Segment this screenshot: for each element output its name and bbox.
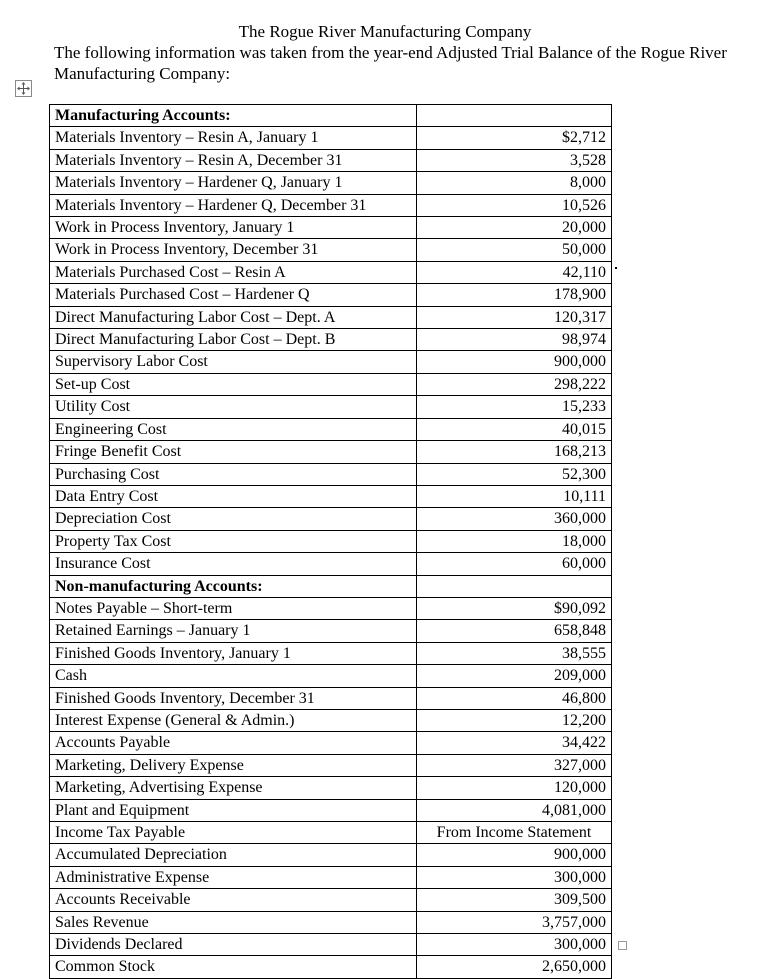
- account-name: Supervisory Labor Cost: [50, 351, 417, 373]
- table-resize-handle[interactable]: [618, 941, 627, 950]
- account-amount: 10,526: [417, 194, 612, 216]
- account-name: Common Stock: [50, 956, 417, 978]
- account-amount: 300,000: [417, 866, 612, 888]
- account-name: Marketing, Advertising Expense: [50, 777, 417, 799]
- account-amount: From Income Statement: [417, 822, 612, 844]
- table-row: [50, 597, 612, 619]
- table-row: [50, 687, 612, 709]
- table-row: [50, 239, 612, 261]
- account-name: Materials Inventory – Hardener Q, December 31: [50, 194, 417, 216]
- table-row: [50, 351, 612, 373]
- account-amount: 4,081,000: [417, 799, 612, 821]
- table-row: [50, 620, 612, 642]
- account-amount: 900,000: [417, 351, 612, 373]
- table-row: [50, 754, 612, 776]
- table-row: [50, 306, 612, 328]
- account-name: Income Tax Payable: [50, 822, 417, 844]
- account-name: Dividends Declared: [50, 934, 417, 956]
- account-amount: 38,555: [417, 642, 612, 664]
- table-row: [50, 149, 612, 171]
- section-header-row: [50, 105, 612, 127]
- account-name: Materials Inventory – Resin A, January 1: [50, 127, 417, 149]
- account-amount: 298,222: [417, 373, 612, 395]
- account-name: Materials Inventory – Resin A, December 31: [50, 149, 417, 171]
- table-row: [50, 441, 612, 463]
- account-amount: 98,974: [417, 329, 612, 351]
- account-amount: 20,000: [417, 217, 612, 239]
- table-row: [50, 463, 612, 485]
- account-name: Materials Inventory – Hardener Q, January 1: [50, 172, 417, 194]
- table-row: [50, 911, 612, 933]
- account-amount: 18,000: [417, 530, 612, 552]
- account-amount: 2,650,000: [417, 956, 612, 978]
- account-amount: 658,848: [417, 620, 612, 642]
- account-name: Plant and Equipment: [50, 799, 417, 821]
- table-row: [50, 396, 612, 418]
- account-name: Accounts Payable: [50, 732, 417, 754]
- table-row: [50, 261, 612, 283]
- account-name: Data Entry Cost: [50, 485, 417, 507]
- account-amount: 15,233: [417, 396, 612, 418]
- section-header: Manufacturing Accounts:: [50, 105, 417, 127]
- account-name: Insurance Cost: [50, 553, 417, 575]
- account-name: Set-up Cost: [50, 373, 417, 395]
- account-amount: 40,015: [417, 418, 612, 440]
- account-name: Purchasing Cost: [50, 463, 417, 485]
- empty-amount-cell: [417, 105, 612, 127]
- table-row: [50, 956, 612, 978]
- account-name: Sales Revenue: [50, 911, 417, 933]
- table-row: [50, 844, 612, 866]
- account-name: Materials Purchased Cost – Resin A: [50, 261, 417, 283]
- account-name: Direct Manufacturing Labor Cost – Dept. A: [50, 306, 417, 328]
- account-amount: 327,000: [417, 754, 612, 776]
- account-name: Notes Payable – Short-term: [50, 597, 417, 619]
- account-amount: 8,000: [417, 172, 612, 194]
- table-row: [50, 777, 612, 799]
- table-row: [50, 194, 612, 216]
- account-amount: 3,757,000: [417, 911, 612, 933]
- table-row: [50, 485, 612, 507]
- account-name: Accumulated Depreciation: [50, 844, 417, 866]
- table-row: [50, 665, 612, 687]
- section-header-row: [50, 575, 612, 597]
- account-amount: 10,111: [417, 485, 612, 507]
- account-amount: 52,300: [417, 463, 612, 485]
- account-name: Cash: [50, 665, 417, 687]
- account-name: Property Tax Cost: [50, 530, 417, 552]
- table-row: [50, 373, 612, 395]
- table-row: [50, 642, 612, 664]
- account-amount: 300,000: [417, 934, 612, 956]
- table-row: [50, 799, 612, 821]
- table-row: [50, 284, 612, 306]
- table-row: [50, 127, 612, 149]
- trial-balance-table: [49, 104, 612, 979]
- account-name: Accounts Receivable: [50, 889, 417, 911]
- cell-dot-mark: [615, 267, 617, 269]
- table-row: [50, 418, 612, 440]
- account-name: Finished Goods Inventory, January 1: [50, 642, 417, 664]
- account-name: Direct Manufacturing Labor Cost – Dept. B: [50, 329, 417, 351]
- table-row: [50, 709, 612, 731]
- account-amount: 209,000: [417, 665, 612, 687]
- table-row: [50, 889, 612, 911]
- empty-amount-cell: [417, 575, 612, 597]
- account-amount: 42,110: [417, 261, 612, 283]
- table-row: [50, 172, 612, 194]
- account-amount: 360,000: [417, 508, 612, 530]
- account-name: Interest Expense (General & Admin.): [50, 709, 417, 731]
- account-amount: $90,092: [417, 597, 612, 619]
- account-name: Work in Process Inventory, December 31: [50, 239, 417, 261]
- table-row: [50, 866, 612, 888]
- account-name: Fringe Benefit Cost: [50, 441, 417, 463]
- table-row: [50, 508, 612, 530]
- account-name: Depreciation Cost: [50, 508, 417, 530]
- account-amount: 60,000: [417, 553, 612, 575]
- account-amount: 168,213: [417, 441, 612, 463]
- table-row: [50, 329, 612, 351]
- account-amount: 178,900: [417, 284, 612, 306]
- account-amount: 34,422: [417, 732, 612, 754]
- account-name: Materials Purchased Cost – Hardener Q: [50, 284, 417, 306]
- table-row: [50, 553, 612, 575]
- table-row: [50, 732, 612, 754]
- account-amount: $2,712: [417, 127, 612, 149]
- account-amount: 120,000: [417, 777, 612, 799]
- table-row: [50, 530, 612, 552]
- account-name: Marketing, Delivery Expense: [50, 754, 417, 776]
- table-move-handle[interactable]: [15, 80, 32, 97]
- account-amount: 309,500: [417, 889, 612, 911]
- account-amount: 12,200: [417, 709, 612, 731]
- account-amount: 120,317: [417, 306, 612, 328]
- account-amount: 3,528: [417, 149, 612, 171]
- account-amount: 50,000: [417, 239, 612, 261]
- account-name: Engineering Cost: [50, 418, 417, 440]
- section-header: Non-manufacturing Accounts:: [50, 575, 417, 597]
- move-arrows-icon: [16, 81, 31, 96]
- account-name: Finished Goods Inventory, December 31: [50, 687, 417, 709]
- account-name: Utility Cost: [50, 396, 417, 418]
- table-row: [50, 822, 612, 844]
- table-row: [50, 934, 612, 956]
- account-name: Retained Earnings – January 1: [50, 620, 417, 642]
- account-amount: 900,000: [417, 844, 612, 866]
- intro-paragraph: The following information was taken from the year-end Adjusted Trial Balance of the Rogue River Manufacturing Company:: [54, 43, 727, 83]
- account-amount: 46,800: [417, 687, 612, 709]
- document-title: The Rogue River Manufacturing Company: [238, 22, 532, 41]
- account-name: Administrative Expense: [50, 866, 417, 888]
- account-name: Work in Process Inventory, January 1: [50, 217, 417, 239]
- table-row: [50, 217, 612, 239]
